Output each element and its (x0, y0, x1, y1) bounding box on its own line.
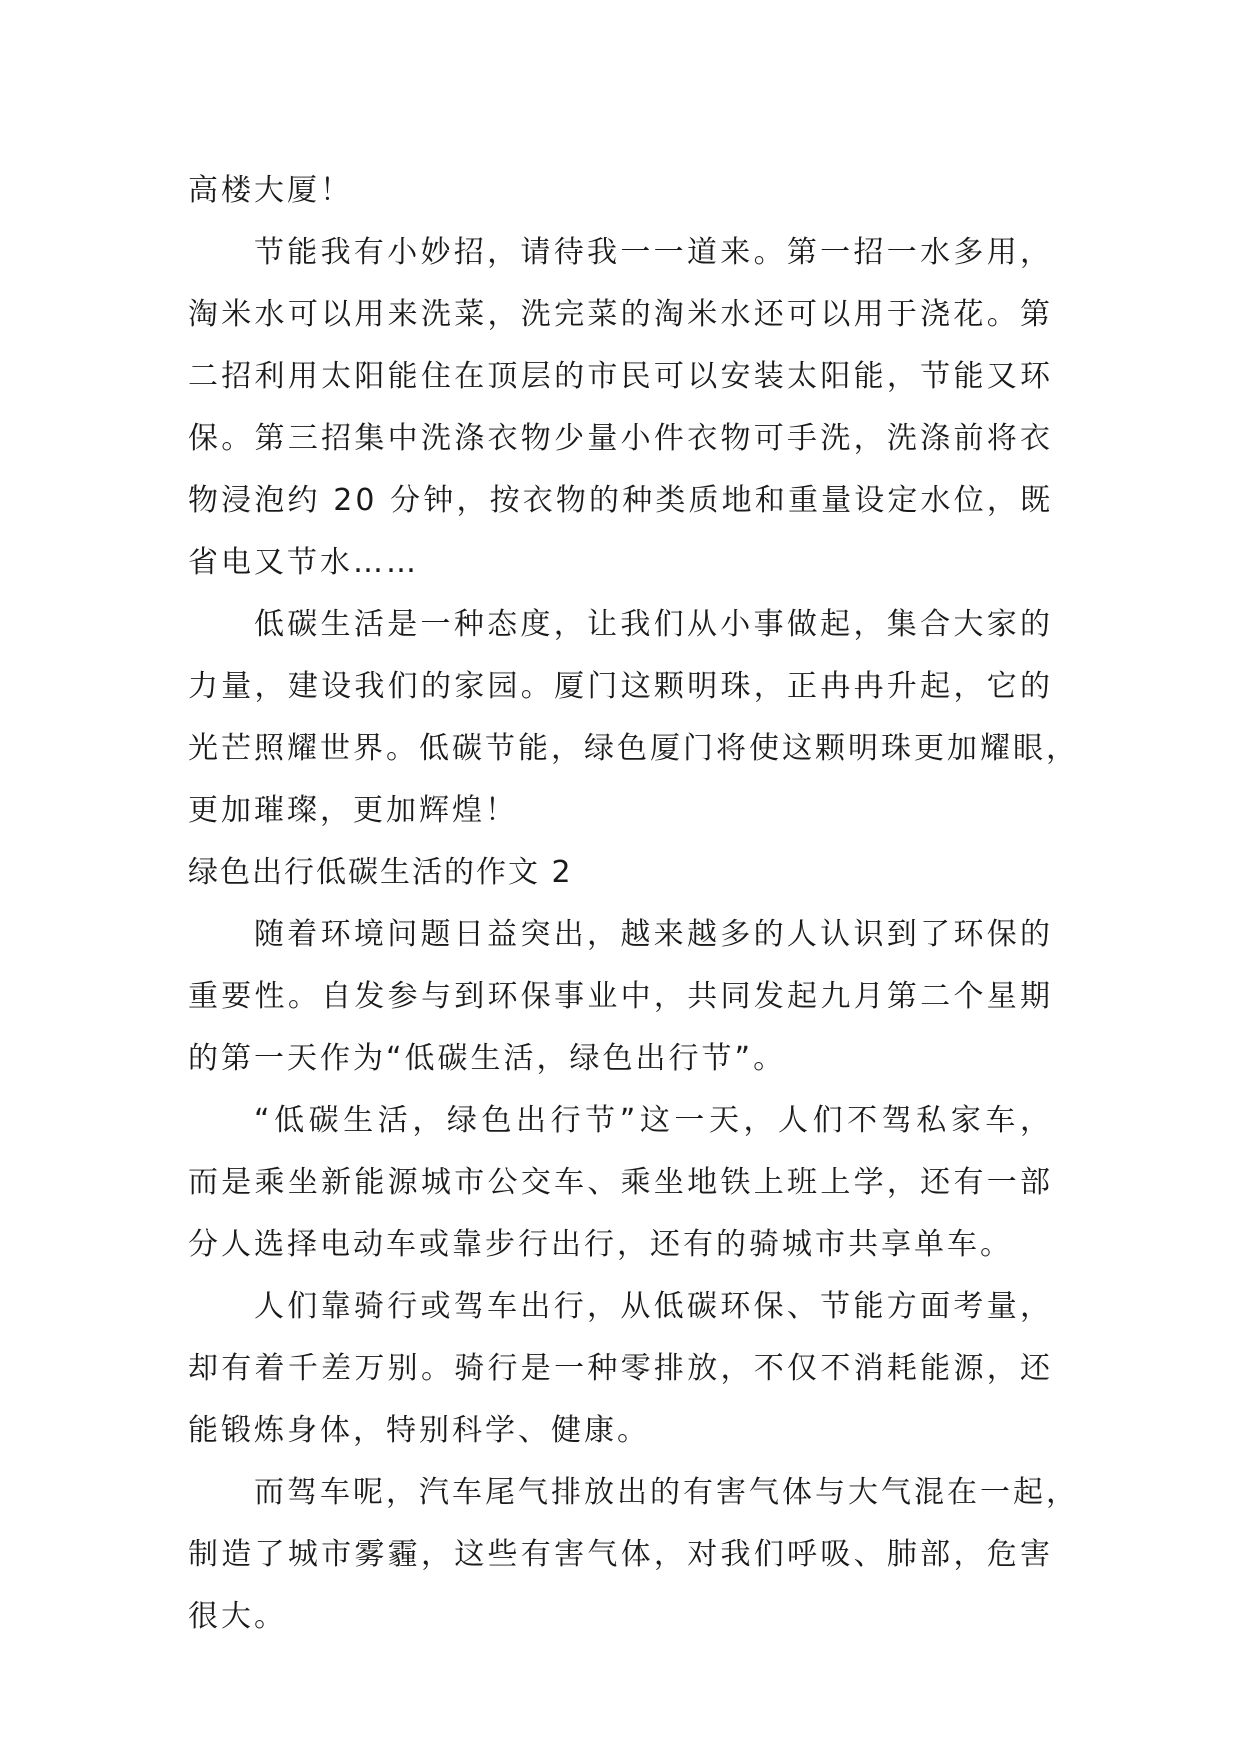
text-line: 低碳生活是一种态度，让我们从小事做起，集合大家的 (254, 607, 1053, 642)
text-line: 省电又节水…… (188, 545, 419, 580)
text-line: 节能我有小妙招，请待我一一道来。第一招一水多用， (254, 235, 1053, 270)
text-line: 保。第三招集中洗涤衣物少量小件衣物可手洗，洗涤前将衣 (188, 421, 1053, 456)
text-line: 能锻炼身体，特别科学、健康。 (188, 1413, 650, 1448)
text-line: 高楼大厦！ (188, 173, 353, 208)
text-line: 二招利用太阳能住在顶层的市民可以安装太阳能，节能又环 (188, 359, 1053, 394)
text-line: 制造了城市雾霾，这些有害气体，对我们呼吸、肺部，危害 (188, 1537, 1053, 1572)
text-line: 重要性。自发参与到环保事业中，共同发起九月第二个星期 (188, 979, 1053, 1014)
text-line: “低碳生活，绿色出行节”这一天，人们不驾私家车， (254, 1103, 1053, 1138)
text-line: 分人选择电动车或靠步行出行，还有的骑城市共享单车。 (188, 1227, 1013, 1262)
text-line: 的第一天作为“低碳生活，绿色出行节”。 (188, 1041, 787, 1076)
text-line: 光芒照耀世界。低碳节能，绿色厦门将使这颗明珠更加耀眼， (188, 731, 1079, 766)
text-line: 而驾车呢，汽车尾气排放出的有害气体与大气混在一起， (254, 1475, 1079, 1510)
section-heading: 绿色出行低碳生活的作文 2 (188, 855, 573, 890)
text-line: 很大。 (188, 1599, 287, 1634)
text-line: 却有着千差万别。骑行是一种零排放，不仅不消耗能源，还 (188, 1351, 1053, 1386)
text-line: 而是乘坐新能源城市公交车、乘坐地铁上班上学，还有一部 (188, 1165, 1053, 1200)
text-line: 物浸泡约 20 分钟，按衣物的种类质地和重量设定水位，既 (188, 483, 1053, 518)
text-line: 淘米水可以用来洗菜，洗完菜的淘米水还可以用于浇花。第 (188, 297, 1053, 332)
text-line: 更加璀璨，更加辉煌！ (188, 793, 518, 828)
text-line: 随着环境问题日益突出，越来越多的人认识到了环保的 (254, 917, 1053, 952)
text-line: 人们靠骑行或驾车出行，从低碳环保、节能方面考量， (254, 1289, 1053, 1324)
document-body (188, 160, 1079, 1648)
text-line: 力量，建设我们的家园。厦门这颗明珠，正冉冉升起，它的 (188, 669, 1053, 704)
